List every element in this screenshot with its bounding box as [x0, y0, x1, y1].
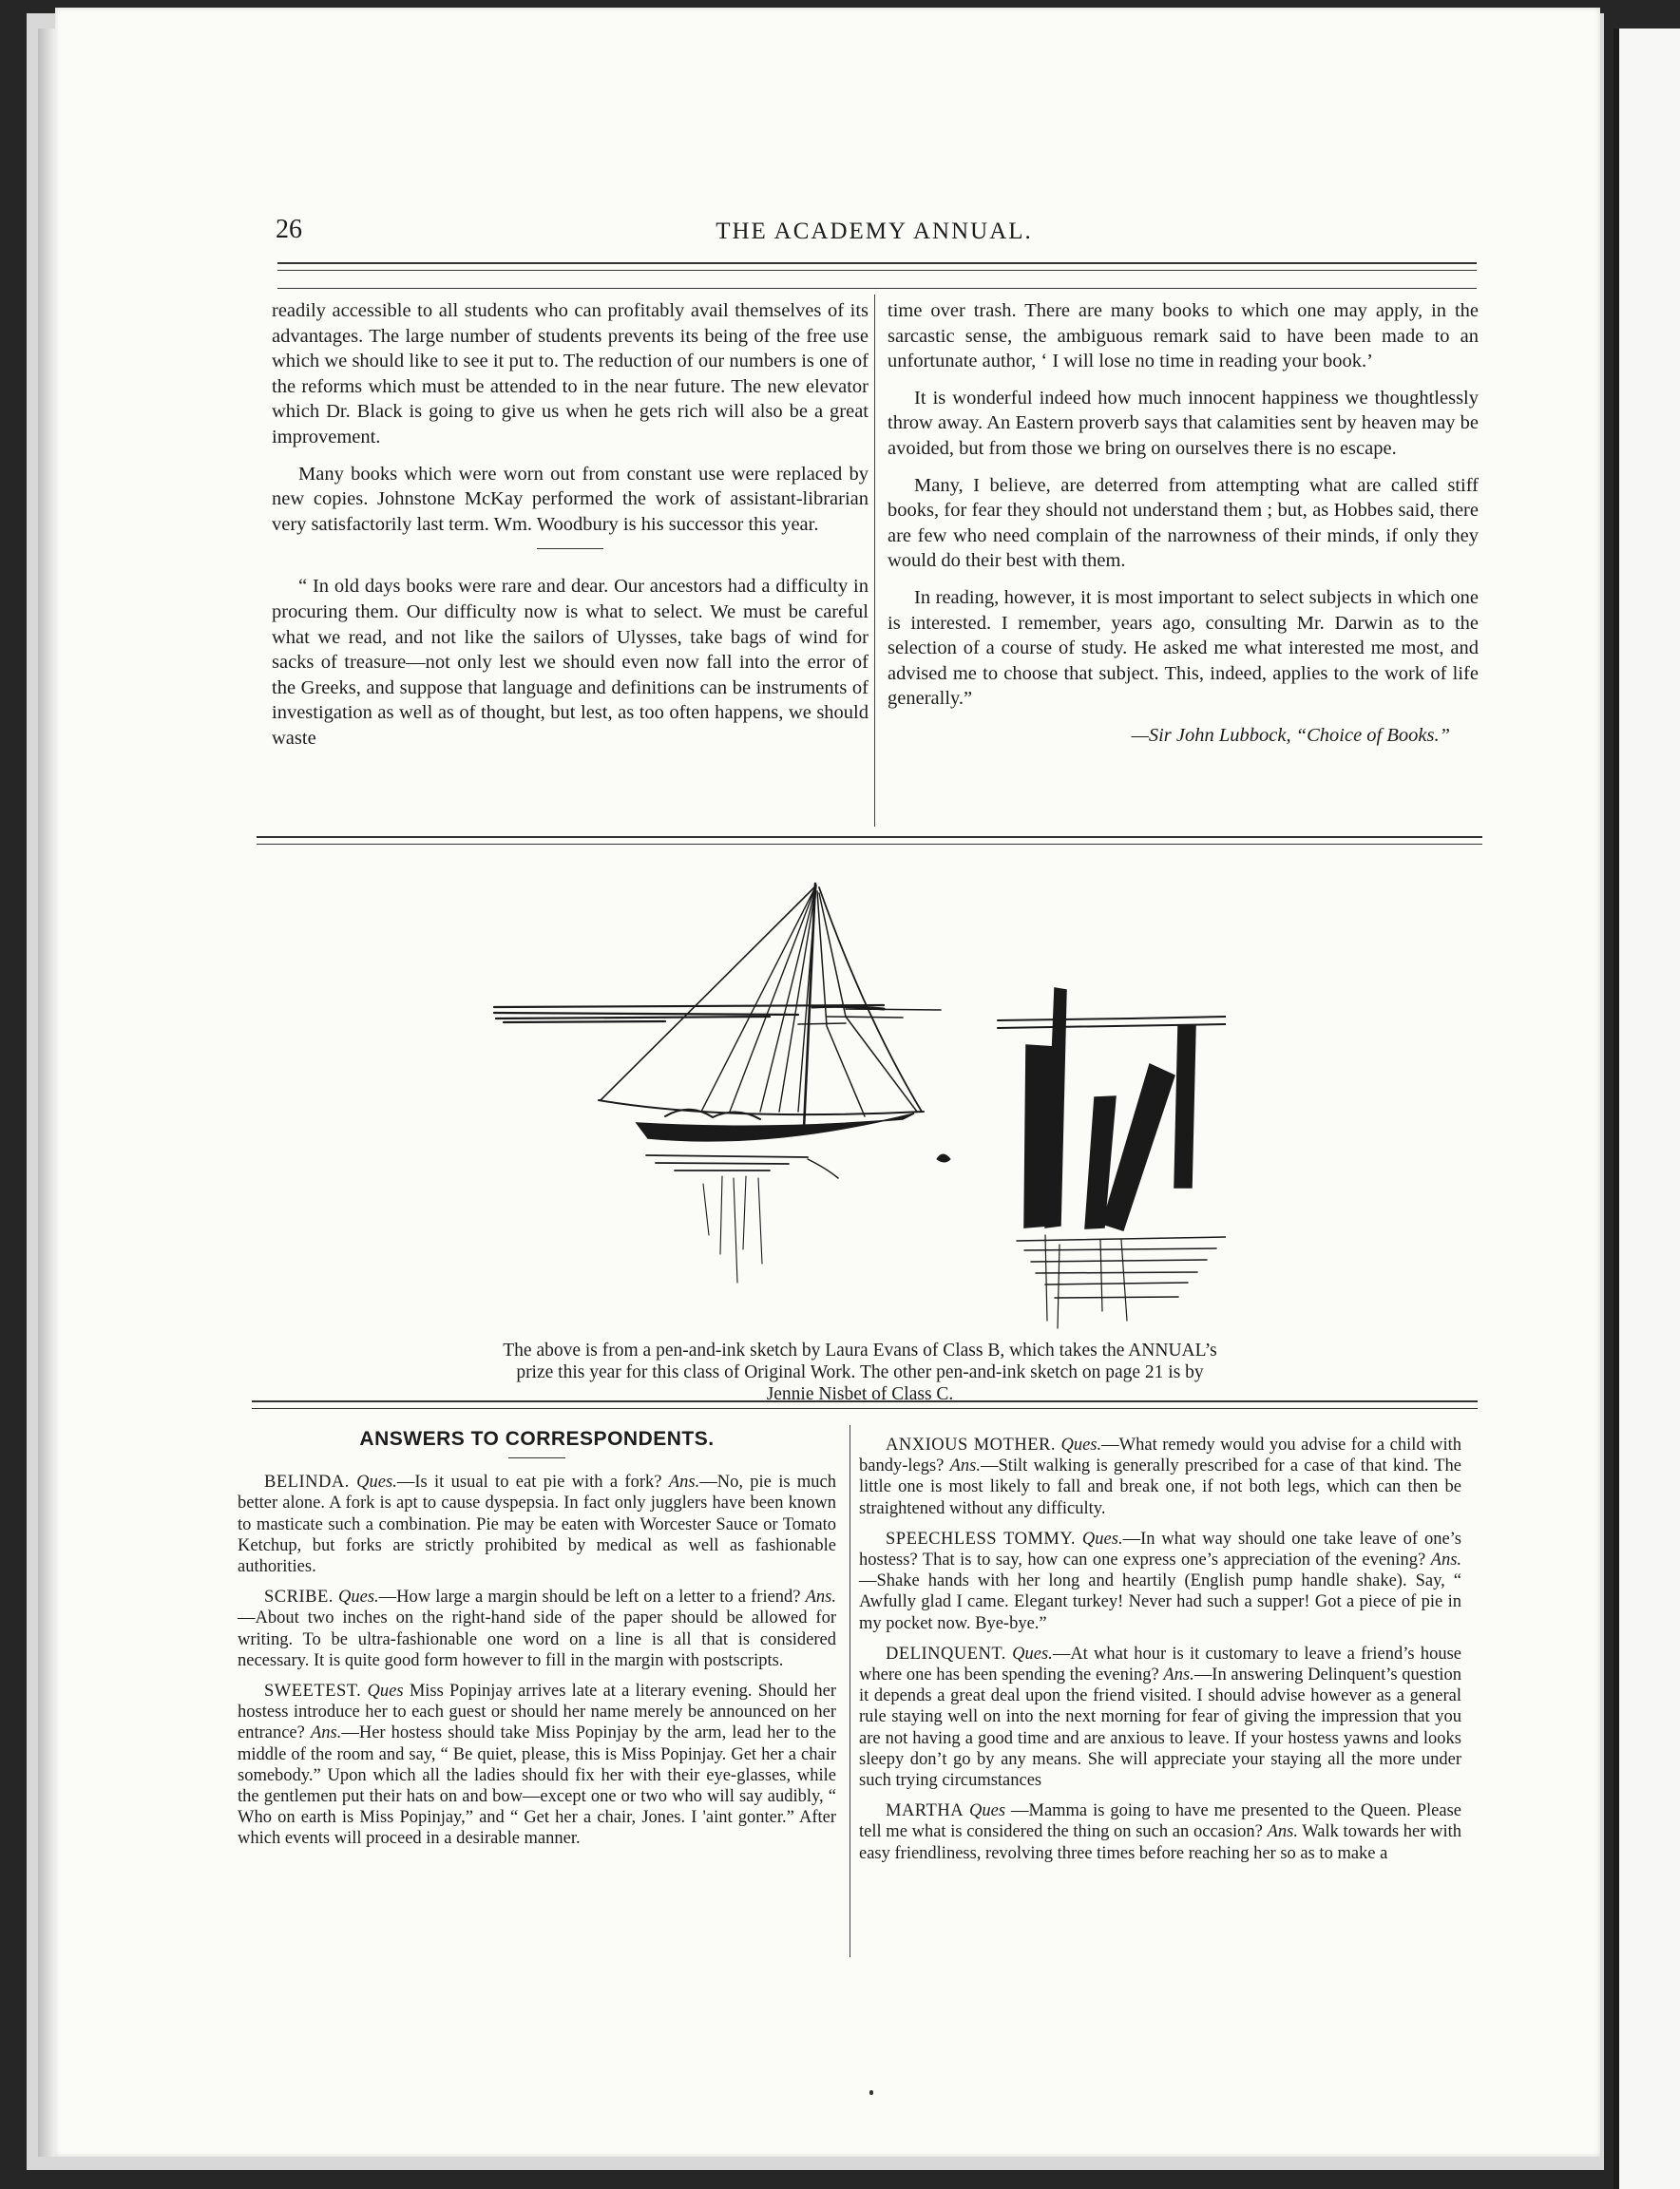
attribution: —Sir John Lubbock, “Choice of Books.” — [1131, 724, 1450, 746]
answer-entry: MARTHA Ques —Mamma is going to have me presented to the Queen. Please tell me what is considered the thing on such an occasion? Ans. Walk towards her with easy friendliness, revolving three times before reaching her so as to make a — [859, 1801, 1462, 1863]
heading-separator — [508, 1457, 565, 1458]
running-head: THE ACADEMY ANNUAL. — [716, 219, 1033, 244]
paragraph: “ In old days books were rare and dear. Our ancestors had a difficulty in procuring them. Our difficulty now is what to select. We must be careful what we read, and not like the sailors of Ulysses, take bags of wind for sacks of treasure—not only lest we should even now fall into the error of the Greeks, and suppose that language and definitions can be instruments of investigation as well as of thought, but lest, as too often happens, we should waste — [272, 576, 869, 749]
sketch-caption: The above is from a pen-and-ink sketch by Laura Evans of Class B, which takes the ANNUAL’s prize this year for this class of Original Work. The other pen-and-ink sketch on page 21 is by Jennie Nisbet of Class C. — [503, 1341, 1217, 1404]
section-separator — [537, 548, 603, 549]
answers-rule-top — [252, 1400, 1478, 1402]
column-top-rule — [277, 288, 1477, 289]
column-divider — [874, 295, 875, 827]
answers-left-column — [238, 1429, 836, 1859]
answer-entry: ANXIOUS MOTHER. Ques.—What remedy would you advise for a child with bandy-legs? Ans.—Stilt walking is generally prescribed for a case of that kind. The little one is most likely to fall and break one, if not both legs, which can then be straightened without any difficulty. — [859, 1436, 1462, 1518]
page-left-edge — [38, 29, 55, 2157]
top-left-column — [272, 298, 869, 763]
answers-heading: ANSWERS TO CORRESPONDENTS. — [359, 1428, 715, 1450]
page-number: 26 — [276, 215, 302, 244]
header-rule-bottom — [277, 270, 1477, 271]
section-rule-bottom — [257, 844, 1482, 845]
section-rule-top — [257, 836, 1482, 838]
paragraph: It is wonderful indeed how much innocent happiness we thoughtlessly throw away. An Eastern proverb says that calamities sent by heaven may be avoided, but from those we bring on ourselves there is no escape. — [888, 387, 1479, 459]
paragraph: readily accessible to all students who can profitably avail themselves of its advantages. The large number of students prevents its being of the free use which we should like to see it put to. The reduction of our numbers is one of the reforms which must be attended to in the near future. The new elevator which Dr. Black is going to give us when he gets rich will also be a great improvement. — [272, 300, 869, 447]
answer-entry: SWEETEST. Ques Miss Popinjay arrives late at a literary evening. Should her hostess introduce her to each guest or should her name merely be announced on her entrance? Ans.—Her hostess should take Miss Popinjay by the arm, lead her to the middle of the room and say, “ Be quiet, please, this is Miss Popinjay. Get her a chair somebody.” Upon which all the ladies should fix her with their eye-glasses, while the gentlemen put their hats on and bow—except one or two who will say audibly, “ Who on earth is Miss Popinjay,” and “ Get her a chair, Jones. I 'aint gonter.” After which events will proceed in a desirable manner. — [238, 1682, 837, 1849]
paragraph: In reading, however, it is most important to select subjects in which one is interested. I remember, years ago, consulting Mr. Darwin as to the selection of a course of study. He asked me what interested me most, and advised me to choose that subject. This, indeed, applies to the work of life generally.” — [888, 586, 1479, 710]
answers-right-column — [859, 1435, 1461, 1874]
paragraph: Many, I believe, are deterred from attempting what are called stiff books, for fear they should not understand them ; but, as Hobbes said, there are few who need complain of the narrowness of their minds, if only they would do their best with them. — [888, 474, 1479, 572]
sailboat-sketch-illustration — [485, 874, 1226, 1330]
top-right-column — [888, 298, 1479, 749]
answer-entry: SCRIBE. Ques.—How large a margin should be left on a letter to a friend? Ans.—About two inches on the right-hand side of the paper should be allowed for writing. To be ultra-fashionable one word on a line is all that is considered necessary. It is quite good form however to fill in the margin with postscripts. — [238, 1588, 836, 1670]
header-rule-top — [277, 262, 1477, 264]
answer-entry: BELINDA. Ques.—Is it usual to eat pie with a fork? Ans.—No, pie is much better alone. A fork is apt to cause dyspepsia. In fact only jugglers have been known to masticate such a combination. Pie may be eaten with Worcester Sauce or Tomato Ketchup, but forks are strictly prohibited by medical as well as fashionable authorities. — [238, 1473, 837, 1577]
answer-entry: DELINQUENT. Ques.—At what hour is it customary to leave a friend’s house where one has been spending the evening? Ans.—In answering Delinquent’s question it depends a great deal upon the friend visited. I should advise however as a general rule staying well on into the next morning for fear of giving the impression that you are not having a good time and are anxious to leave. If your hostess yawns and looks sleepy don’t go by any means. She will appreciate your staying all the more under such trying circumstances — [859, 1644, 1462, 1791]
print-speck — [869, 2090, 873, 2095]
paragraph: time over trash. There are many books to which one may apply, in the sarcastic sense, the ambiguous remark said to have been made to an unfortunate author, ‘ I will lose no time in reading your book.’ — [888, 300, 1479, 372]
answer-entry: SPEECHLESS TOMMY. Ques.—In what way should one take leave of one’s hostess? That is to say, how can one express one’s appreciation of the evening? Ans.—Shake hands with her long and heartily (English pump handle shake). Say, “ Awfully glad I came. Elegant turkey! Never had such a supper! Got a piece of pie in my pocket now. Bye-bye.” — [859, 1529, 1462, 1633]
paragraph: Many books which were worn out from constant use were replaced by new copies. Johnstone McKay performed the work of assistant-librarian very satisfactorily last term. Wm. Woodbury is his successor this year. — [272, 463, 869, 535]
answers-rule-bottom — [252, 1408, 1478, 1409]
adjacent-page-edge — [1613, 29, 1680, 2189]
